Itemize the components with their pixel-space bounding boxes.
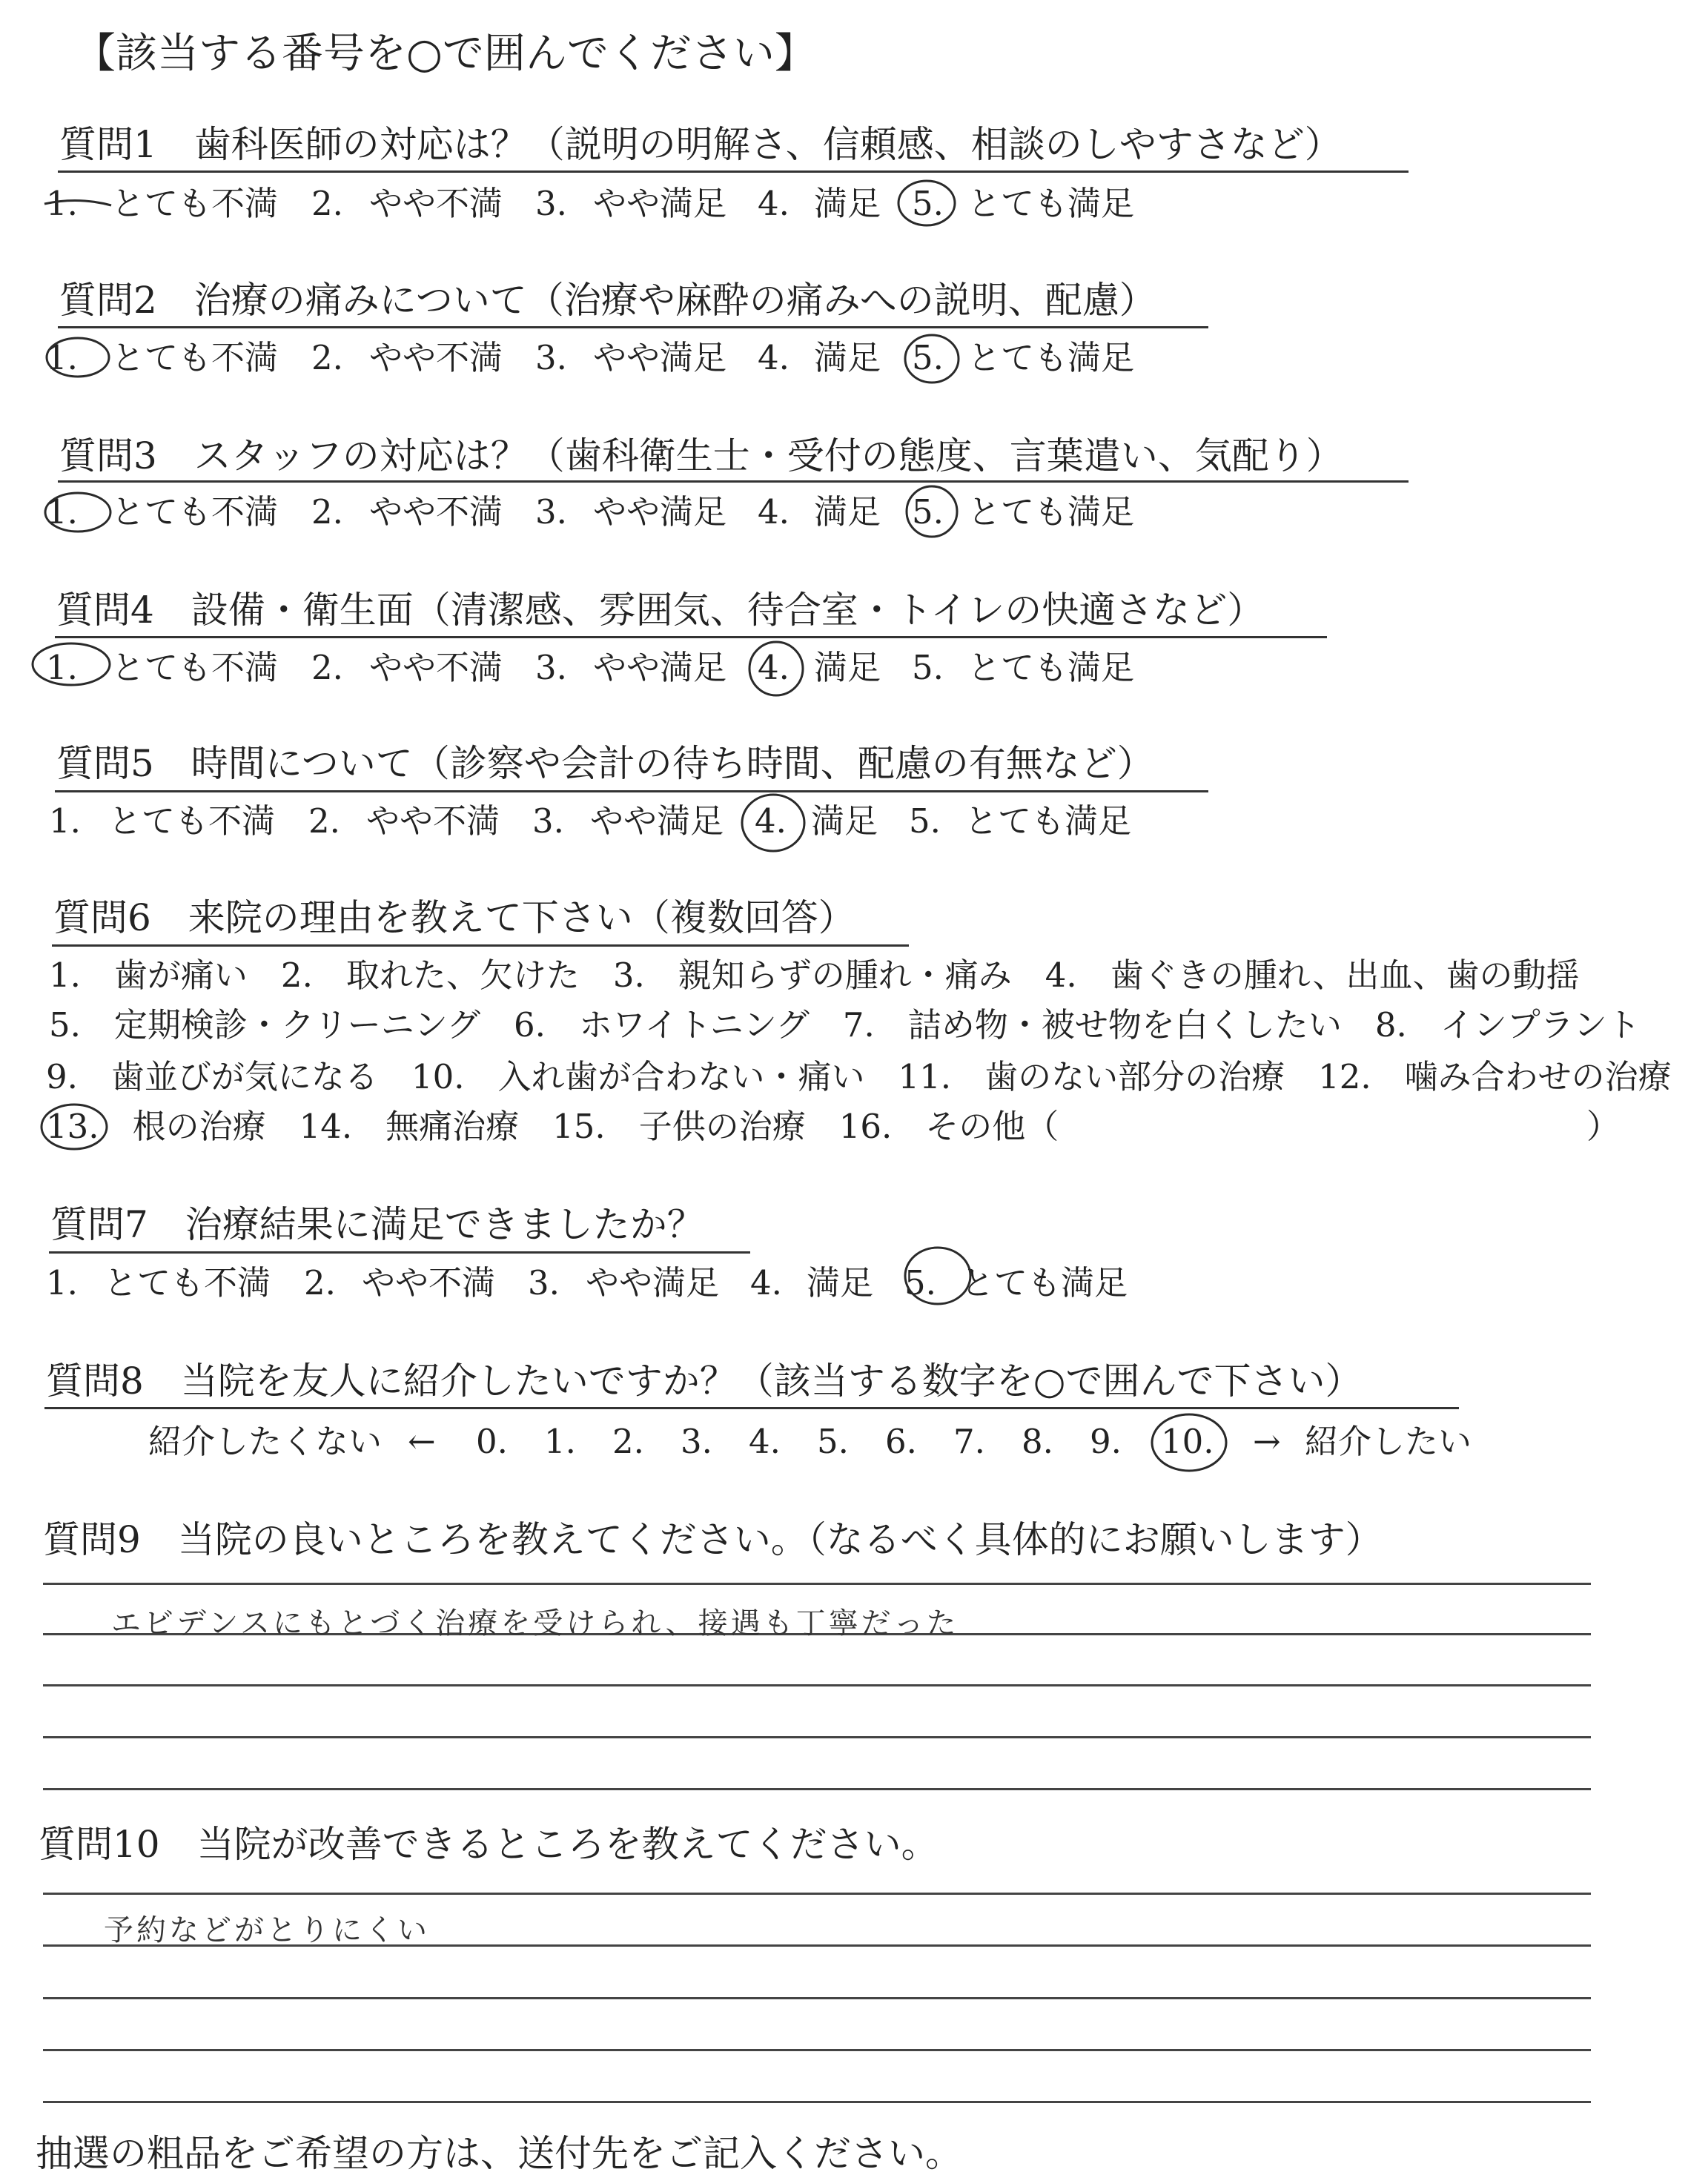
option-text: やや不満 — [369, 338, 503, 377]
option-num[interactable]: 5. — [912, 648, 944, 687]
question-6-underline — [52, 944, 909, 947]
option-num[interactable]: 3. — [535, 184, 567, 223]
option-num[interactable]: 2. — [311, 492, 343, 532]
selection-circle — [738, 790, 812, 857]
question-10-label: 質問10 当院が改善できるところを教えてください。 — [39, 1823, 939, 1866]
reason-line-4: 13. 根の治療 14. 無痛治療 15. 子供の治療 16. その他（ — [46, 1107, 1059, 1146]
option-num[interactable]: 2. — [311, 648, 343, 687]
option-text: やや満足 — [593, 338, 727, 377]
option-text: やや満足 — [593, 648, 727, 687]
option-text: とても満足 — [967, 648, 1135, 687]
option-num[interactable]: 3. — [535, 648, 567, 687]
option-num[interactable]: 2. — [311, 338, 343, 377]
option-num[interactable]: 2. — [308, 801, 340, 841]
answer-line — [43, 2101, 1591, 2103]
option-num[interactable]: 1. — [46, 1263, 78, 1302]
question-3-label: 質問3 スタッフの対応は？（歯科衛生士・受付の態度、言葉遣い、気配り） — [59, 434, 1343, 477]
option-text: 満足 — [814, 184, 881, 223]
option-text: とても満足 — [964, 801, 1132, 841]
selection-circle — [1148, 1407, 1237, 1481]
option-text: とても不満 — [111, 184, 279, 223]
option-num[interactable]: 4. — [758, 184, 790, 223]
option-num[interactable]: 5. — [909, 801, 941, 841]
option-num[interactable]: 1. — [46, 492, 78, 532]
option-text: やや不満 — [362, 1263, 496, 1302]
question-8-underline — [44, 1407, 1459, 1409]
scale-number[interactable]: 10. — [1161, 1422, 1214, 1461]
option-text: とても満足 — [967, 184, 1135, 223]
question-8-label: 質問8 当院を友人に紹介したいですか？（該当する数字を○で囲んで下さい） — [46, 1360, 1363, 1403]
arrow-left-icon: ← — [408, 1422, 436, 1461]
answer-line — [43, 1893, 1591, 1895]
reason-line-2: 5. 定期検診・クリーニング 6. ホワイトニング 7. 詰め物・被せ物を白くしたい 8. インプラント — [49, 1005, 1641, 1045]
option-num[interactable]: 1. — [46, 648, 78, 687]
question-9-label: 質問9 当院の良いところを教えてください。（なるべく具体的にお願いします） — [43, 1518, 1383, 1561]
option-num[interactable]: 3. — [528, 1263, 560, 1302]
scale-number[interactable]: 1. — [544, 1422, 576, 1461]
option-num[interactable]: 2. — [311, 184, 343, 223]
option-text: とても不満 — [111, 648, 279, 687]
reason-line-3: 9. 歯並びが気になる 10. 入れ歯が合わない・痛い 11. 歯のない部分の治療 12. 噛み合わせの治療 — [46, 1057, 1672, 1096]
option-text: やや満足 — [593, 184, 727, 223]
option-text: とても不満 — [104, 1263, 271, 1302]
question-5-label: 質問5 時間について（診察や会計の待ち時間、配慮の有無など） — [56, 742, 1154, 785]
option-num[interactable]: 3. — [535, 492, 567, 532]
option-num[interactable]: 3. — [532, 801, 564, 841]
scale-number[interactable]: 7. — [953, 1422, 985, 1461]
option-text: 満足 — [811, 801, 878, 841]
question-1-label: 質問1 歯科医師の対応は？（説明の明解さ、信頼感、相談のしやすさなど） — [59, 123, 1342, 166]
reason-line-1: 1. 歯が痛い 2. 取れた、欠けた 3. 親知らずの腫れ・痛み 4. 歯ぐきの腫れ、出血、歯の動揺 — [49, 956, 1580, 995]
option-num[interactable]: 4. — [750, 1263, 782, 1302]
question-2-label: 質問2 治療の痛みについて（治療や麻酔の痛みへの説明、配慮） — [59, 279, 1156, 322]
selection-circle — [901, 482, 967, 549]
strike-mark — [30, 638, 119, 689]
option-text: やや不満 — [369, 648, 503, 687]
option-num[interactable]: 1. — [46, 184, 78, 223]
option-text: やや不満 — [366, 801, 500, 841]
question-7-label: 質問7 治療結果に満足できましたか？ — [50, 1203, 704, 1246]
option-num[interactable]: 1. — [49, 801, 81, 841]
option-num[interactable]: 5. — [912, 492, 944, 532]
question-5-underline — [55, 790, 1208, 792]
question-10-answer[interactable]: 予約などがとりにくい — [104, 1913, 430, 1947]
strike-mark — [41, 182, 115, 226]
answer-line — [43, 1684, 1591, 1686]
option-text: 満足 — [814, 338, 881, 377]
option-text: 満足 — [814, 492, 881, 532]
option-num[interactable]: 3. — [535, 338, 567, 377]
scale-number[interactable]: 4. — [749, 1422, 781, 1461]
scale-number[interactable]: 6. — [885, 1422, 917, 1461]
question-4-underline — [55, 636, 1327, 638]
option-text: とても不満 — [111, 492, 279, 532]
answer-line — [43, 1583, 1591, 1585]
option-num[interactable]: 4. — [758, 338, 790, 377]
scale-number[interactable]: 0. — [476, 1422, 508, 1461]
answer-line — [43, 2049, 1591, 2051]
selection-circle — [896, 176, 962, 236]
option-text: とても満足 — [967, 338, 1135, 377]
option-num[interactable]: 1. — [46, 338, 78, 377]
option-text: やや不満 — [369, 492, 503, 532]
option-text: とても不満 — [108, 801, 276, 841]
question-3-underline — [58, 480, 1409, 483]
option-num[interactable]: 4. — [755, 801, 787, 841]
option-num[interactable]: 5. — [912, 184, 944, 223]
option-text: やや満足 — [593, 492, 727, 532]
scale-number[interactable]: 3. — [681, 1422, 712, 1461]
option-num[interactable]: 5. — [912, 338, 944, 377]
scale-number[interactable]: 2. — [612, 1422, 644, 1461]
option-text: 満足 — [814, 648, 881, 687]
answer-line — [43, 1736, 1591, 1738]
option-num[interactable]: 2. — [304, 1263, 336, 1302]
question-7-underline — [49, 1251, 750, 1254]
selection-circle — [901, 1242, 982, 1316]
option-text: 満足 — [807, 1263, 874, 1302]
option-text: とても満足 — [961, 1263, 1128, 1302]
question-1-underline — [58, 171, 1409, 173]
scale-number[interactable]: 5. — [817, 1422, 849, 1461]
footer-note: 抽選の粗品をご希望の方は、送付先をご記入ください。 — [36, 2132, 962, 2175]
strike-mark — [41, 332, 115, 384]
option-text: とても満足 — [967, 492, 1135, 532]
option-text: やや満足 — [590, 801, 724, 841]
option-text: とても不満 — [111, 338, 279, 377]
selection-circle — [745, 636, 812, 710]
option-text: やや不満 — [369, 184, 503, 223]
option-num[interactable]: 4. — [758, 648, 790, 687]
page-title: 【該当する番号を○で囲んでください】 — [74, 30, 816, 78]
scale-right-label: 紹介したい — [1305, 1422, 1472, 1461]
option-num[interactable]: 4. — [758, 492, 790, 532]
question-2-underline — [58, 326, 1208, 328]
option-num[interactable]: 5. — [904, 1263, 936, 1302]
other-close-paren: ） — [1586, 1107, 1621, 1146]
question-4-label: 質問4 設備・衛生面（清潔感、雰囲気、待合室・トイレの快適さなど） — [56, 589, 1265, 632]
option-text: やや満足 — [586, 1263, 720, 1302]
scale-number[interactable]: 9. — [1090, 1422, 1122, 1461]
scale-number[interactable]: 8. — [1022, 1422, 1053, 1461]
strike-mark — [41, 486, 115, 537]
selection-circle — [901, 331, 967, 397]
arrow-right-icon: → — [1253, 1422, 1281, 1461]
answer-line — [43, 1997, 1591, 1999]
question-6-label: 質問6 来院の理由を教えて下さい（複数回答） — [53, 896, 855, 939]
scale-left-label: 紹介したくない — [148, 1422, 383, 1461]
question-9-answer[interactable]: エビデンスにもとづく治療を受けられ、接遇も丁寧だった — [111, 1606, 959, 1641]
selection-circle — [37, 1097, 119, 1156]
answer-line — [43, 1788, 1591, 1790]
